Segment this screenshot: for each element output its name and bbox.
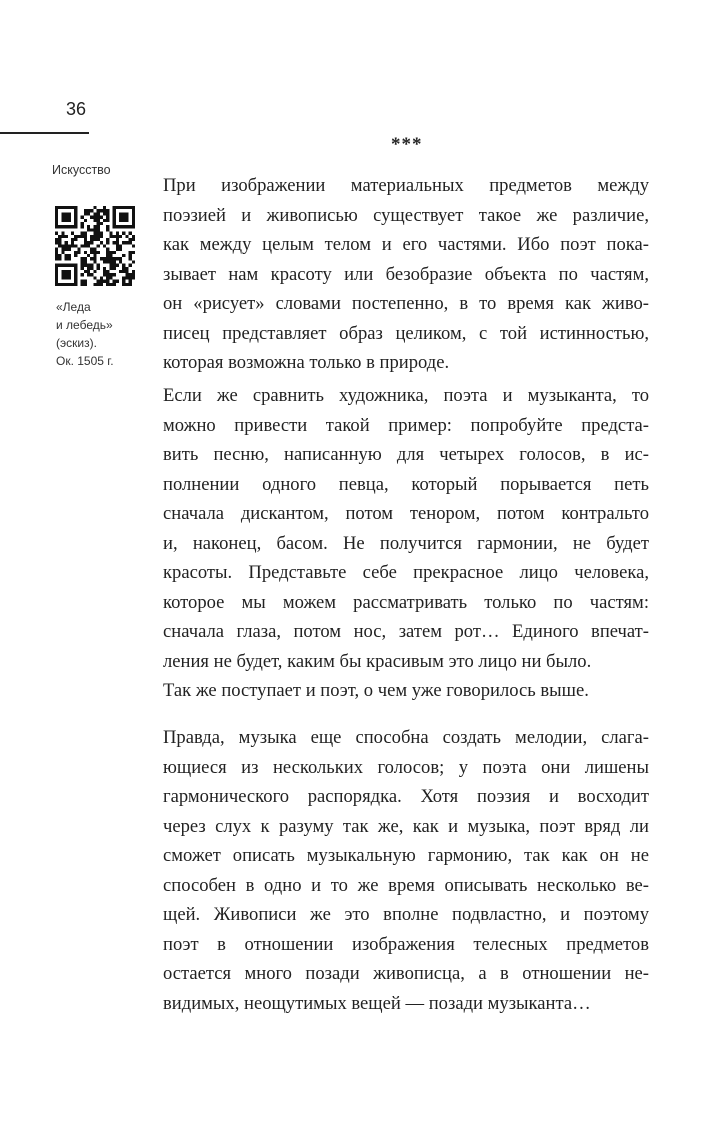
text-line: ющиеся из нескольких голосов; у поэта они лишены bbox=[163, 756, 649, 778]
caption-line: «Леда bbox=[56, 300, 91, 314]
text-line: поэзией и живописью существует такое же различие, bbox=[163, 204, 649, 226]
qr-code[interactable] bbox=[55, 206, 135, 286]
page-number: 36 bbox=[66, 99, 87, 119]
caption-line: (эскиз). bbox=[56, 336, 97, 350]
text-line: сможет описать музыкальную гармонию, так как он не bbox=[163, 845, 649, 866]
text-line: щей. Живописи же это вполне подвластно, и поэтому bbox=[163, 904, 649, 925]
text-line: Если же сравнить художника, поэта и музыканта, то bbox=[163, 385, 649, 406]
text-line: поэт в отношении изображения телесных предметов bbox=[163, 933, 649, 955]
page-number-rule bbox=[0, 132, 89, 134]
text-line: способен в одно и то же время описывать несколько ве- bbox=[163, 874, 649, 896]
paragraph-3 bbox=[163, 676, 649, 706]
text-line: писец представляет образ целиком, с той истинностью, bbox=[163, 322, 649, 344]
text-line: Правда, музыка еще способна создать мелодии, слага- bbox=[163, 727, 649, 748]
caption-line: Ок. 1505 г. bbox=[56, 354, 114, 368]
text-line: как между целым телом и его частями. Ибо поэт пока- bbox=[163, 234, 649, 255]
paragraph-2 bbox=[163, 381, 649, 676]
paragraph-4 bbox=[163, 723, 649, 1018]
text-line: остается много позади живописца, а в отношении не- bbox=[163, 963, 649, 984]
text-line: Так же поступает и поэт, о чем уже говорилось выше. bbox=[163, 680, 589, 701]
text-line: сначала дискантом, потом тенором, потом контральто bbox=[163, 503, 649, 524]
text-line: вить песню, написанную для четырех голосов, в ис- bbox=[163, 444, 649, 465]
text-line: которое мы можем рассматривать только по частям: bbox=[163, 591, 649, 613]
text-line: гармонического распорядка. Хотя поэзия и восходит bbox=[163, 786, 649, 807]
section-title: Искусство bbox=[52, 163, 111, 177]
text-line: видимых, неощутимых вещей — позади музыканта… bbox=[163, 992, 591, 1014]
text-line: которая возможна только в природе. bbox=[163, 352, 450, 373]
text-line: через слух к разуму так же, как и музыка, поэт вряд ли bbox=[163, 815, 649, 837]
text-line: он «рисует» словами постепенно, в то время как живо- bbox=[163, 293, 649, 314]
text-line: зывает нам красоту или безобразие объекта по частям, bbox=[163, 263, 649, 285]
paragraph-1 bbox=[163, 171, 649, 378]
text-line: сначала глаза, потом нос, затем рот… Единого впечат- bbox=[163, 621, 649, 642]
text-line: красоты. Представьте себе прекрасное лицо человека, bbox=[163, 562, 649, 583]
image-caption bbox=[56, 298, 114, 370]
text-line: можно привести такой пример: попробуйте предста- bbox=[163, 414, 649, 436]
text-line: При изображении материальных предметов между bbox=[163, 175, 649, 196]
caption-line: и лебедь» bbox=[56, 318, 113, 332]
text-line: полнении одного певца, который порывается петь bbox=[163, 473, 649, 495]
text-line: и, наконец, басом. Не получится гармонии, не будет bbox=[163, 532, 649, 554]
text-line: ления не будет, каким бы красивым это лицо ни было. bbox=[163, 650, 592, 672]
section-separator: *** bbox=[391, 134, 423, 155]
